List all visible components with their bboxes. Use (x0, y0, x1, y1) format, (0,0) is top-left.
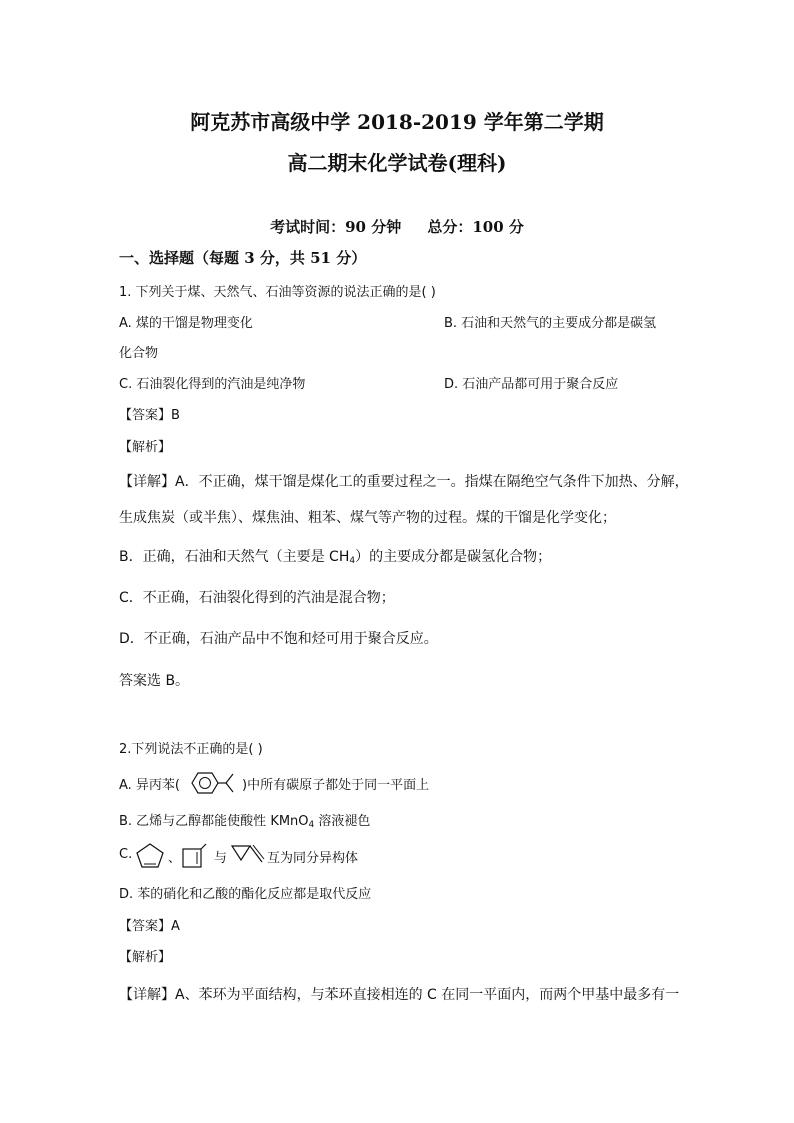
q1-detail-a-line1 (119, 471, 689, 491)
detail-label: 【详解】 (119, 474, 175, 490)
q2-option-a (119, 774, 429, 793)
section-heading: 一、选择题（每题 3 分，共 51 分） (119, 249, 367, 267)
detail-text: A．不正确，煤干馏是煤化工的重要过程之一。指煤在隔绝空气条件下加热、分解， (175, 474, 689, 490)
isopropylbenzene-icon (188, 770, 250, 796)
q2-option-c-sep: 、 (168, 851, 182, 866)
answer-value: B (171, 408, 180, 423)
q1-stem: 1. 下列关于煤、天然气、石油等资源的说法正确的是( ) (119, 285, 436, 300)
detail-b-pre: B．正确，石油和天然气（主要是 CH (119, 549, 350, 565)
q2-option-c-mid: 与 (214, 851, 228, 866)
q1-detail-a-line2: 生成焦炭（或半焦）、煤焦油、粗苯、煤气等产物的过程。煤的干馏是化学变化； (119, 510, 616, 526)
detail-b-post: ）的主要成分都是碳氢化合物； (355, 549, 552, 565)
answer-label: 【答案】 (119, 919, 172, 934)
q1-option-a: A. 煤的干馏是物理变化 (119, 316, 253, 331)
cyclopentene-icon (134, 842, 166, 870)
q2-option-b-pre: B. 乙烯与乙醇都能使酸性 KMnO (119, 814, 309, 829)
q2-stem: 2.下列说法不正确的是( ) (119, 742, 263, 757)
answer-label: 【答案】 (119, 408, 172, 423)
exam-meta (0, 216, 794, 237)
q1-analysis-label: 【解析】 (119, 440, 172, 455)
q1-option-b: B. 石油和天然气的主要成分都是碳氢 (444, 316, 657, 331)
q2-answer (119, 915, 180, 934)
detail-text: A、苯环为平面结构，与苯环直接相连的 C 在同一平面内，而两个甲基中最多有一 (175, 987, 680, 1003)
q2-option-b-sub: 4 (308, 820, 315, 830)
q2-option-c-label: C. (119, 847, 133, 862)
q1-detail-d: D．不正确，石油产品中不饱和烃可用于聚合反应。 (119, 631, 438, 647)
methylenecyclobutane-icon (180, 843, 208, 871)
q2-option-a-post: )中所有碳原子都处于同一平面上 (242, 778, 430, 793)
q1-option-b-cont: 化合物 (119, 346, 159, 361)
q1-conclusion: 答案选 B。 (119, 673, 190, 689)
q2-option-d: D. 苯的硝化和乙酸的酯化反应都是取代反应 (119, 887, 372, 902)
q1-option-d: D. 石油产品都可用于聚合反应 (444, 377, 619, 392)
vinylcyclopropane-icon (229, 840, 265, 870)
q2-option-a-pre: A. 异丙苯( (119, 778, 181, 793)
q2-option-b (119, 810, 370, 830)
q2-option-c-post: 互为同分异构体 (267, 851, 359, 866)
detail-b-sub: 4 (349, 556, 356, 566)
q1-detail-c: C．不正确，石油裂化得到的汽油是混合物； (119, 590, 395, 606)
answer-value: A (171, 919, 180, 934)
page-subtitle: 高二期末化学试卷(理科) (287, 151, 507, 175)
q1-detail-b (119, 546, 551, 566)
q2-option-b-post: 溶液褪色 (314, 814, 371, 829)
exam-time: 考试时间：90 分钟 (270, 218, 402, 236)
q1-answer (119, 404, 180, 423)
detail-label: 【详解】 (119, 987, 175, 1003)
page-title: 阿克苏市高级中学 2018-2019 学年第二学期 (190, 110, 604, 134)
q2-detail-a (119, 984, 679, 1004)
q2-analysis-label: 【解析】 (119, 950, 172, 965)
total-score: 总分：100 分 (427, 218, 524, 236)
q1-option-c: C. 石油裂化得到的汽油是纯净物 (119, 377, 306, 392)
